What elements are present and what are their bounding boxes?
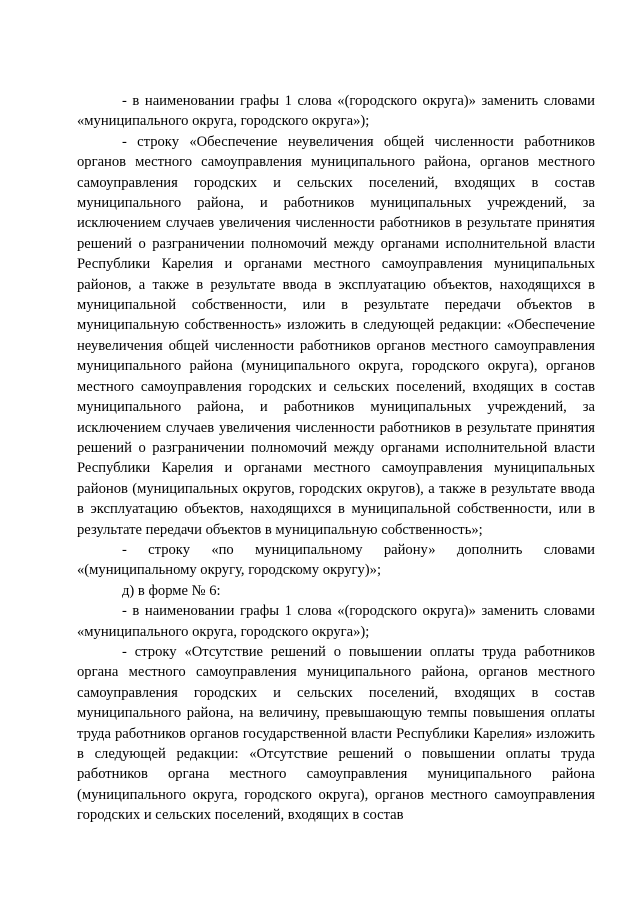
paragraph: - строку «по муниципальному району» дополнить словами «(муниципальному округу, городскому округу)»; xyxy=(77,541,595,579)
paragraph: - строку «Обеспечение неувеличения общей численности работников органов местного самоуправления муниципального района, органов местного самоуправления городских и сельских поселений, входящих в состав муниципального района, и работников муниципальных учреждений, за исключением случаев увеличения численности работников в результате принятия решений о разграничении полномочий между органами исполнительной власти Республики Карелия и органами местного самоуправления муниципальных районов, а также в результате ввода в эксплуатацию объектов, находящихся в муниципальной собственности, или в результате передачи объектов в муниципальную собственность» изложить в следующей редакции: «Обеспечение неувеличения общей численности работников органов местного самоуправления муниципального района (муниципального округа, городского округа), органов местного самоуправления городских и сельских поселений, входящих в состав муниципального района, и работников муниципальных учреждений, за исключением случаев увеличения численности работников в результате принятия решений о разграничении полномочий между органами исполнительной власти Республики Карелия и органами местного самоуправления муниципальных районов (муниципальных округов, городских округов), а также в результате ввода в эксплуатацию объектов, находящихся в муниципальной собственности, или в результате передачи объектов в муниципальную собственность»; xyxy=(77,133,595,538)
paragraph: - в наименовании графы 1 слова «(городского округа)» заменить словами «муниципального округа, городского округа»); xyxy=(77,93,595,130)
paragraph: - в наименовании графы 1 слова «(городского округа)» заменить словами «муниципального округа, городского округа»); xyxy=(77,603,595,640)
paragraph: - строку «Отсутствие решений о повышении оплаты труда работников органа местного самоуправления муниципального района, органов местного самоуправления городских и сельских поселений, входящих в состав муниципального района, на величину, превышающую темпы повышения оплаты труда работников органов государственной власти Республики Карелия» изложить в следующей редакции: «Отсутствие решений о повышении оплаты труда работников органа местного самоуправления муниципального района (муниципального округа, городского округа), органов местного самоуправления городских и сельских поселений, входящих в состав xyxy=(77,643,595,824)
document-body xyxy=(77,91,595,826)
paragraph: д) в форме № 6: xyxy=(122,582,221,599)
